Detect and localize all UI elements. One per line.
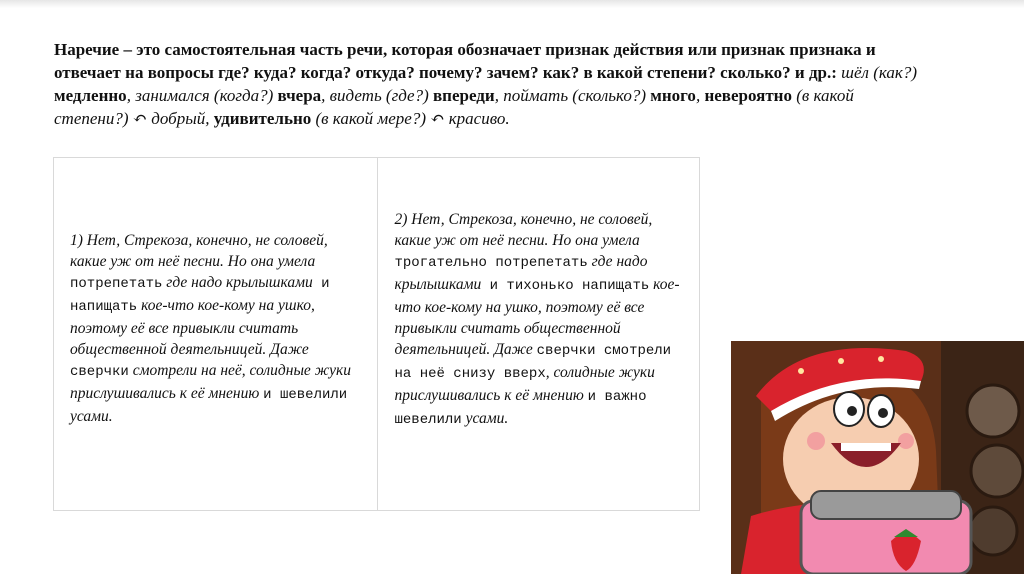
jar-lid	[811, 491, 961, 519]
example-6-adverb: удивительно	[213, 109, 312, 128]
text-2-part: 2) Нет, Стрекоза, конечно, не соловей, какие уж от неё песни. Но она умела	[394, 211, 653, 249]
text-1-part: усами.	[70, 408, 113, 425]
cheek-left	[807, 432, 825, 450]
example-4-question: , поймать (сколько?)	[494, 86, 651, 105]
log-end-2	[971, 445, 1023, 497]
adverb-definition	[54, 38, 924, 130]
pupil-left	[847, 406, 857, 416]
table-cell-right	[377, 158, 700, 510]
curved-arrow-icon: ↶	[132, 109, 148, 128]
example-3-adverb: впереди	[432, 86, 495, 105]
hat-seed	[798, 368, 804, 374]
cheek-right	[898, 433, 914, 449]
example-3-question: , видеть (где?)	[321, 86, 433, 105]
table-cell-left	[54, 158, 377, 510]
log-end-1	[967, 385, 1019, 437]
text-1-part: 1) Нет, Стрекоза, конечно, не соловей, какие уж от неё песни. Но она умела	[70, 232, 328, 270]
hat-seed	[878, 356, 884, 362]
comparison-table	[53, 157, 700, 511]
hat-seed	[838, 358, 844, 364]
cartoon-girl-svg	[731, 341, 1024, 574]
text-2-part: усами.	[461, 410, 509, 427]
definition-body: – это самостоятельная часть речи, которая обозначает признак действия или признак признака и отвечает на вопросы где? куда? когда? откуда? почему? зачем? как? в какой степени? сколько? и др.:	[54, 40, 876, 82]
text-1-part: где надо крылышками	[162, 274, 313, 291]
example-1-question: шёл (как?)	[841, 63, 918, 82]
teeth	[841, 443, 891, 451]
text-1-adverb: потрепетать	[70, 276, 163, 292]
example-5-sep: ,	[695, 86, 705, 105]
pupil-right	[878, 408, 888, 418]
text-2-part: , солидные жуки прислушивались к её мнению	[394, 364, 655, 404]
example-5-question: (в какой степени?)	[54, 86, 854, 128]
text-2-adverb: и тихонько напищать	[481, 278, 650, 294]
example-4-adverb: много	[650, 86, 696, 105]
text-2-part: кое-что кое-кому на ушко, поэтому её все привыкли считать общественной деятельницей. Даже	[394, 276, 680, 358]
example-6-word: красиво.	[444, 109, 510, 128]
text-variant-1	[70, 230, 360, 427]
text-2-adverb: трогательно потрепетать	[394, 255, 588, 271]
text-1-verb: напищать	[70, 299, 138, 315]
definition-term: Наречие	[54, 40, 120, 59]
text-2-subject: сверчки	[536, 343, 596, 359]
text-2-adverb: смотрели на неё снизу вверх	[394, 343, 672, 382]
text-variant-2	[395, 209, 685, 431]
example-6-sep: ,	[205, 109, 214, 128]
top-gradient-bar	[0, 0, 1024, 8]
example-5-adverb: невероятно	[704, 86, 792, 105]
log-end-3	[969, 507, 1017, 555]
text-2-adverb: и важно шевелили	[394, 389, 647, 428]
text-1-subject: сверчки	[70, 364, 129, 380]
cartoon-girl-illustration	[731, 341, 1024, 574]
example-2-adverb: вчера	[277, 86, 322, 105]
example-2-question: , занимался (когда?)	[126, 86, 278, 105]
text-1-part: и	[312, 276, 330, 292]
text-1-part: кое-что кое-кому на ушко, поэтому её все привыкли считать общественной деятельницей. Даже	[70, 297, 315, 358]
example-6-question: (в какой мере?)	[311, 109, 431, 128]
example-5-word: добрый	[147, 109, 206, 128]
example-1-adverb: медленно	[54, 86, 127, 105]
text-1-part: смотрели на неё, солидные жуки прислушивались к её мнению	[70, 362, 351, 402]
text-1-verb: и шевелили	[263, 387, 348, 403]
text-2-part: где надо крылышками	[394, 253, 648, 293]
curved-arrow-icon: ↶	[430, 109, 445, 128]
